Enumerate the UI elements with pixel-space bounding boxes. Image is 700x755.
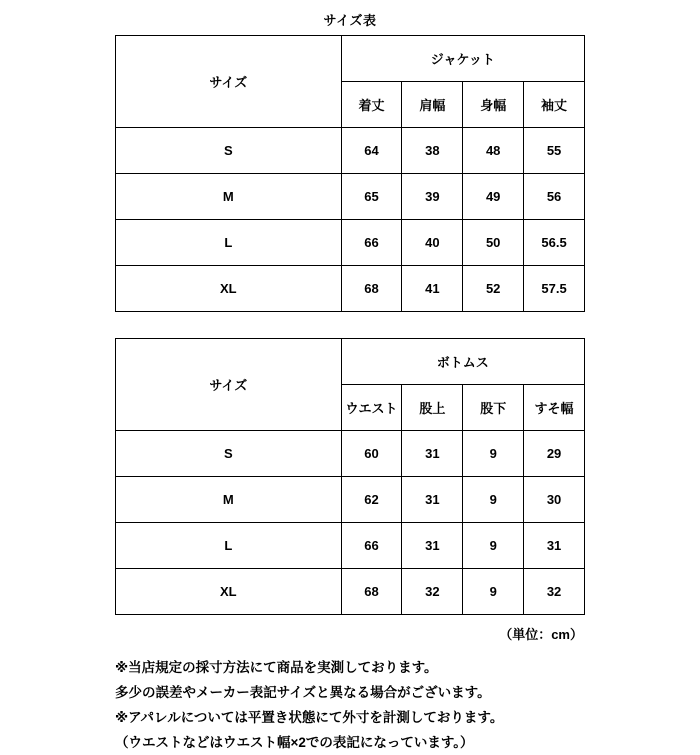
jacket-size-table — [115, 35, 585, 312]
bottoms-group-header: ボトムス — [341, 339, 584, 385]
bottoms-row-1-cell-3: 30 — [524, 477, 585, 523]
unit-note: （単位：cm） — [499, 627, 583, 642]
bottoms-row-0-cell-2: 9 — [463, 431, 524, 477]
jacket-row-3-size: XL — [116, 266, 342, 312]
bottoms-row-1-size: M — [116, 477, 342, 523]
bottoms-row-2-cell-2: 9 — [463, 523, 524, 569]
jacket-row-2-cell-0: 66 — [341, 220, 402, 266]
bottoms-row-2-cell-1: 31 — [402, 523, 463, 569]
jacket-row-3-cell-3: 57.5 — [524, 266, 585, 312]
jacket-row-0-cell-1: 38 — [402, 128, 463, 174]
jacket-row-3-cell-2: 52 — [463, 266, 524, 312]
jacket-row-2-cell-1: 40 — [402, 220, 463, 266]
bottoms-row-3-cell-0: 68 — [341, 569, 402, 615]
note-line-4: （ウエストなどはウエスト幅×2での表記になっています。） — [115, 735, 474, 750]
bottoms-column-header-3: 股下 — [463, 385, 524, 431]
bottoms-row-1-cell-2: 9 — [463, 477, 524, 523]
bottoms-column-header-4: すそ幅 — [524, 385, 585, 431]
table-row — [116, 569, 585, 615]
bottoms-size-header: サイズ — [116, 339, 342, 431]
bottoms-row-0-cell-1: 31 — [402, 431, 463, 477]
table-header-row — [116, 36, 585, 82]
jacket-row-1-cell-1: 39 — [402, 174, 463, 220]
bottoms-row-0-cell-0: 60 — [341, 431, 402, 477]
table-row — [116, 266, 585, 312]
jacket-row-0-size: S — [116, 128, 342, 174]
bottoms-row-2-size: L — [116, 523, 342, 569]
note-line-2: 多少の誤差やメーカー表記サイズと異なる場合がございます。 — [115, 685, 491, 700]
table-row — [116, 174, 585, 220]
jacket-row-1-cell-0: 65 — [341, 174, 402, 220]
bottoms-row-2-cell-3: 31 — [524, 523, 585, 569]
jacket-group-header: ジャケット — [341, 36, 584, 82]
jacket-column-header-1: 着丈 — [341, 82, 402, 128]
jacket-row-0-cell-3: 55 — [524, 128, 585, 174]
bottoms-row-1-cell-0: 62 — [341, 477, 402, 523]
jacket-column-header-3: 身幅 — [463, 82, 524, 128]
jacket-row-1-cell-3: 56 — [524, 174, 585, 220]
bottoms-row-3-cell-3: 32 — [524, 569, 585, 615]
jacket-table-container — [115, 35, 585, 312]
bottoms-row-1-cell-1: 31 — [402, 477, 463, 523]
table-row — [116, 128, 585, 174]
table-header-row — [116, 339, 585, 385]
jacket-size-header: サイズ — [116, 36, 342, 128]
table-spacer — [0, 312, 700, 338]
bottoms-row-3-cell-1: 32 — [402, 569, 463, 615]
bottoms-row-3-size: XL — [116, 569, 342, 615]
jacket-row-3-cell-0: 68 — [341, 266, 402, 312]
jacket-column-header-2: 肩幅 — [402, 82, 463, 128]
jacket-row-1-size: M — [116, 174, 342, 220]
table-row — [116, 523, 585, 569]
bottoms-column-header-2: 股上 — [402, 385, 463, 431]
notes-block — [115, 643, 585, 755]
bottoms-row-2-cell-0: 66 — [341, 523, 402, 569]
table-row — [116, 477, 585, 523]
jacket-row-2-cell-2: 50 — [463, 220, 524, 266]
jacket-row-2-cell-3: 56.5 — [524, 220, 585, 266]
bottoms-row-0-cell-3: 29 — [524, 431, 585, 477]
jacket-row-0-cell-2: 48 — [463, 128, 524, 174]
note-line-1: ※当店規定の採寸方法にて商品を実測しております。 — [115, 660, 438, 675]
jacket-row-1-cell-2: 49 — [463, 174, 524, 220]
table-row — [116, 431, 585, 477]
bottoms-row-0-size: S — [116, 431, 342, 477]
bottoms-size-table — [115, 338, 585, 615]
table-row — [116, 220, 585, 266]
jacket-column-header-4: 袖丈 — [524, 82, 585, 128]
bottoms-column-header-1: ウエスト — [341, 385, 402, 431]
jacket-row-3-cell-1: 41 — [402, 266, 463, 312]
jacket-row-2-size: L — [116, 220, 342, 266]
note-line-3: ※アパレルについては平置き状態にて外寸を計測しております。 — [115, 710, 504, 725]
bottoms-table-container — [115, 338, 585, 615]
page-title: サイズ表 — [323, 13, 377, 28]
jacket-row-0-cell-0: 64 — [341, 128, 402, 174]
bottoms-row-3-cell-2: 9 — [463, 569, 524, 615]
